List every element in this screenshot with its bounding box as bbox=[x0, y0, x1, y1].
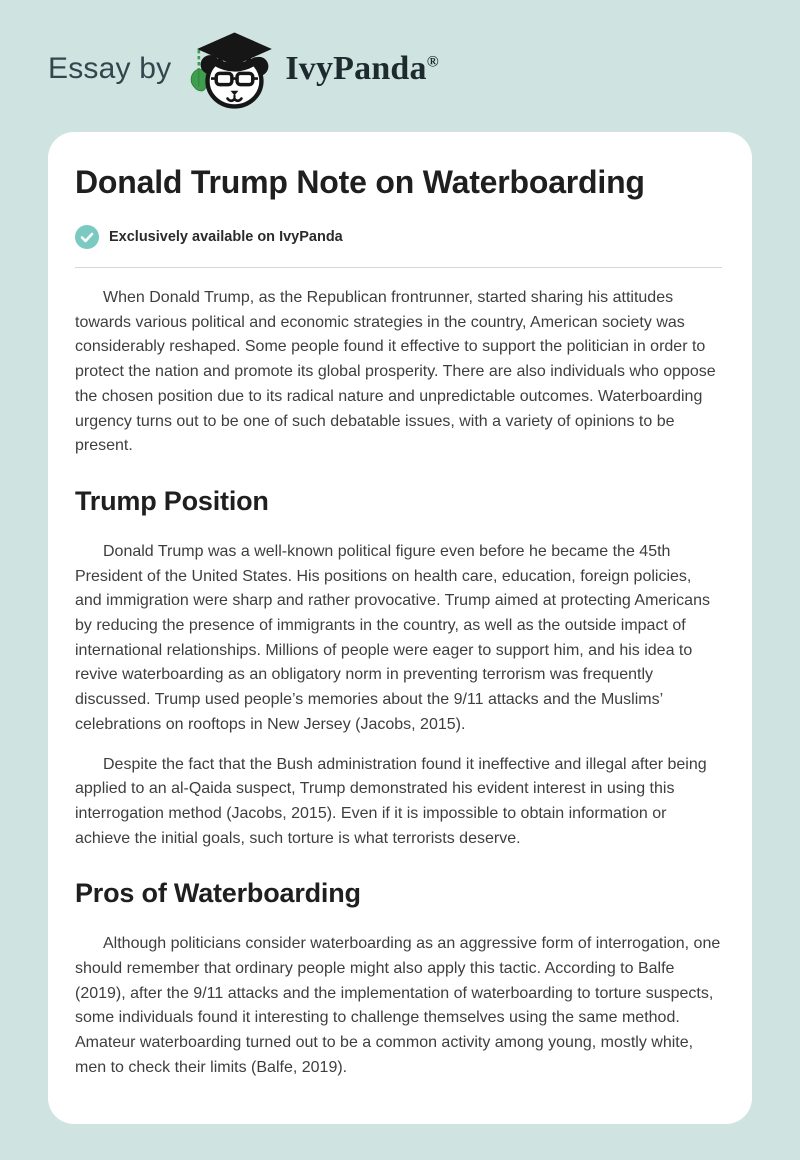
section-heading-pros-of-waterboarding: Pros of Waterboarding bbox=[75, 878, 361, 909]
ivypanda-panda-icon bbox=[185, 29, 277, 109]
paragraph: Despite the fact that the Bush administration found it ineffective and illegal after being applied to an al-Qaida suspect, Trump demonstrated his evident interest in using this interrogation method (Jacobs, 2015). Even if it is impossible to obtain information or achieve the initial goals, such torture is what terrorists deserve. bbox=[75, 755, 707, 847]
registered-trademark: ® bbox=[426, 53, 439, 71]
divider bbox=[75, 267, 722, 268]
header bbox=[0, 0, 800, 132]
intro-paragraph: When Donald Trump, as the Republican frontrunner, started sharing his attitudes towards various political and economic strategies in the country, American society was considerably reshaped. Some people found it effective to support the politician in order to protect the nation and promote its global prosperity. There are also individuals who oppose the chosen position due to its radical nature and unpredictable outcomes. Waterboarding urgency turns out to be one of such debatable issues, with a variety of opinions to be present. bbox=[75, 289, 716, 455]
page-title: Donald Trump Note on Waterboarding bbox=[75, 164, 645, 200]
exclusive-badge bbox=[75, 225, 722, 249]
essay-card bbox=[48, 132, 752, 1124]
paragraph: Donald Trump was a well-known political figure even before he became the 45th President of the United States. His positions on health care, education, foreign policies, and immigration were sharp and rather provocative. Trump aimed at protecting Americans by reducing the presence of immigrants in the country, as well as the outside impact of international relationships. Millions of people were eager to support him, and his idea to revive waterboarding as an obligatory norm in preventing terrorism was frequently discussed. Trump used people’s memories about the 9/11 attacks and the Muslims’ celebrations on rooftops in New Jersey (Jacobs, 2015). bbox=[75, 542, 710, 733]
section-heading-trump-position: Trump Position bbox=[75, 485, 269, 516]
badge-label: Exclusively available on IvyPanda bbox=[109, 229, 343, 245]
essay-body bbox=[75, 286, 722, 1081]
paragraph: Although politicians consider waterboarding as an aggressive form of interrogation, one should remember that ordinary people might also apply this tactic. According to Balfe (2019), after the 9/11 attacks and the implementation of waterboarding to torture suspects, some individuals found it interesting to challenge themselves using the same method. Amateur waterboarding turned out to be a common activity among young, mostly white, men to check their limits (Balfe, 2019). bbox=[75, 935, 721, 1076]
check-icon bbox=[75, 225, 99, 249]
brand-name: IvyPanda® bbox=[285, 50, 439, 87]
essay-by-label: Essay by bbox=[48, 52, 172, 85]
